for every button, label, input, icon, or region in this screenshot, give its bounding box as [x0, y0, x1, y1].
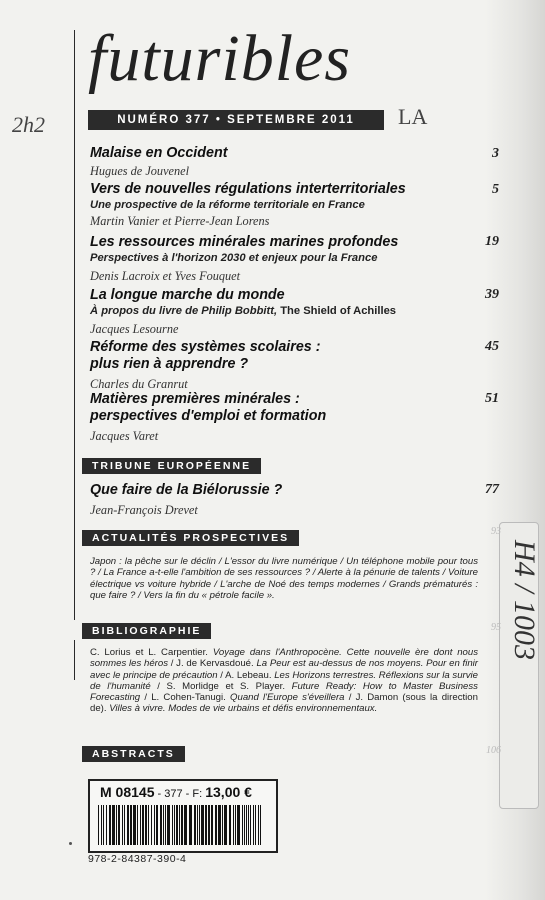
article-author: Denis Lacroix et Yves Fouquet [90, 269, 241, 283]
handwritten-shelf-mark: H4 / 1003 [508, 540, 541, 660]
toc-entry[interactable] [90, 181, 510, 229]
actualites-text: Japon : la pêche sur le déclin / L'essor du livre numérique / Un téléphone mobile pour tous ? / La France a-t-elle l'ambition de ses ressources ? / Alerte à la pénurie de talents / Voiture électrique vs voiture hybride / L'arche de Noé des temps modernes / Grands prématurés : que faire ? / Vers la fin du « pétrole facile ». [90, 556, 478, 601]
article-title: Matières premières minérales : [90, 391, 300, 407]
biblio-title: Quand l'Europe s'éveillera [230, 692, 345, 704]
biblio-author: / J. Damon (sous la direction de). [90, 692, 478, 715]
article-title: Que faire de la Biélorussie ? [90, 482, 283, 498]
biblio-title: Les Horizons terrestres. Réflexions sur la survie de l'humanité [90, 669, 479, 692]
product-code: M 08145 [100, 784, 155, 800]
price-box [88, 779, 278, 853]
toc-entry[interactable] [90, 339, 510, 392]
article-author: Hugues de Jouvenel [90, 164, 190, 178]
margin-rule-lower [74, 640, 75, 680]
journal-title: futuribles [88, 22, 352, 95]
bibliographie-text [90, 647, 478, 715]
speck [69, 842, 72, 845]
page-number: 51 [485, 391, 499, 406]
page-number: 45 [485, 339, 499, 354]
handwritten-note-left: 2h2 [12, 112, 45, 137]
toc-entry[interactable] [90, 391, 510, 444]
toc-entry[interactable] [90, 234, 510, 284]
article-title-line2: plus rien à apprendre ? [90, 356, 249, 372]
ghost-page-number: 95 [491, 622, 501, 633]
article-title: La longue marche du monde [90, 287, 285, 303]
price-label [100, 784, 252, 800]
barcode-icon [96, 805, 266, 845]
margin-rule [74, 30, 75, 620]
section-heading-tribune: TRIBUNE EUROPÉENNE [82, 458, 261, 474]
article-title: Les ressources minérales marines profondes [90, 234, 399, 250]
book-title: The Shield of Achilles [280, 305, 397, 317]
article-author: Martin Vanier et Pierre-Jean Lorens [90, 214, 270, 228]
toc-entry[interactable] [90, 482, 510, 518]
page-number: 3 [492, 146, 499, 161]
biblio-author: / L. Cohen-Tanugi. [140, 692, 231, 704]
biblio-author: / J. de Kervasdoué. [168, 658, 257, 670]
section-heading-abstracts: ABSTRACTS [82, 746, 185, 762]
article-author: Jacques Varet [90, 429, 159, 443]
biblio-title: Voyage dans l'Anthropocène. Cette nouvelle ère dont nous sommes les héros [90, 647, 478, 670]
page-number: 19 [485, 234, 499, 249]
article-title: Vers de nouvelles régulations interterritoriales [90, 181, 406, 197]
article-author: Jacques Lesourne [90, 322, 179, 336]
page-number: 5 [492, 182, 499, 197]
toc-entry[interactable] [90, 287, 510, 337]
article-title: Réforme des systèmes scolaires : [90, 339, 321, 355]
biblio-title: La Peur est au-dessus de nos moyens. Pour en finir avec le principe de précaution [90, 658, 479, 681]
product-code-suffix: - 377 - F: [154, 788, 206, 800]
article-subtitle: Une prospective de la réforme territoriale en France [90, 199, 365, 211]
article-author: Charles du Granrut [90, 377, 188, 391]
toc-entry[interactable] [90, 145, 510, 179]
biblio-author: / S. Morlidge et S. Player. [150, 680, 292, 692]
ghost-page-number: 106 [486, 745, 501, 756]
handwritten-note-right: LA [398, 104, 428, 129]
price-amount: 13,00 € [205, 784, 252, 800]
article-author: Jean-François Drevet [90, 503, 198, 517]
isbn-number: 978-2-84387-390-4 [88, 853, 187, 865]
ghost-page-number: 93 [491, 526, 501, 537]
issue-banner: NUMÉRO 377 • SEPTEMBRE 2011 [88, 110, 384, 130]
article-subtitle [90, 304, 510, 318]
biblio-title: Villes à vivre. Modes de vie urbains et défis environnementaux. [109, 703, 378, 715]
article-title-line2: perspectives d'emploi et formation [90, 408, 327, 424]
page-number: 39 [485, 287, 499, 302]
section-heading-actualites: ACTUALITÉS PROSPECTIVES [82, 530, 299, 546]
biblio-author: / A. Lebeau. [217, 669, 275, 681]
subtitle-text: À propos du livre de Philip Bobbitt, [90, 305, 278, 317]
biblio-author: C. Lorius et L. Carpentier. [90, 647, 213, 658]
biblio-title: Future Ready: How to Master Business Forecasting [90, 680, 478, 704]
page-number: 77 [485, 482, 499, 497]
article-title: Malaise en Occident [90, 145, 228, 161]
section-heading-bibliographie: BIBLIOGRAPHIE [82, 623, 211, 639]
article-subtitle: Perspectives à l'horizon 2030 et enjeux pour la France [90, 252, 378, 264]
